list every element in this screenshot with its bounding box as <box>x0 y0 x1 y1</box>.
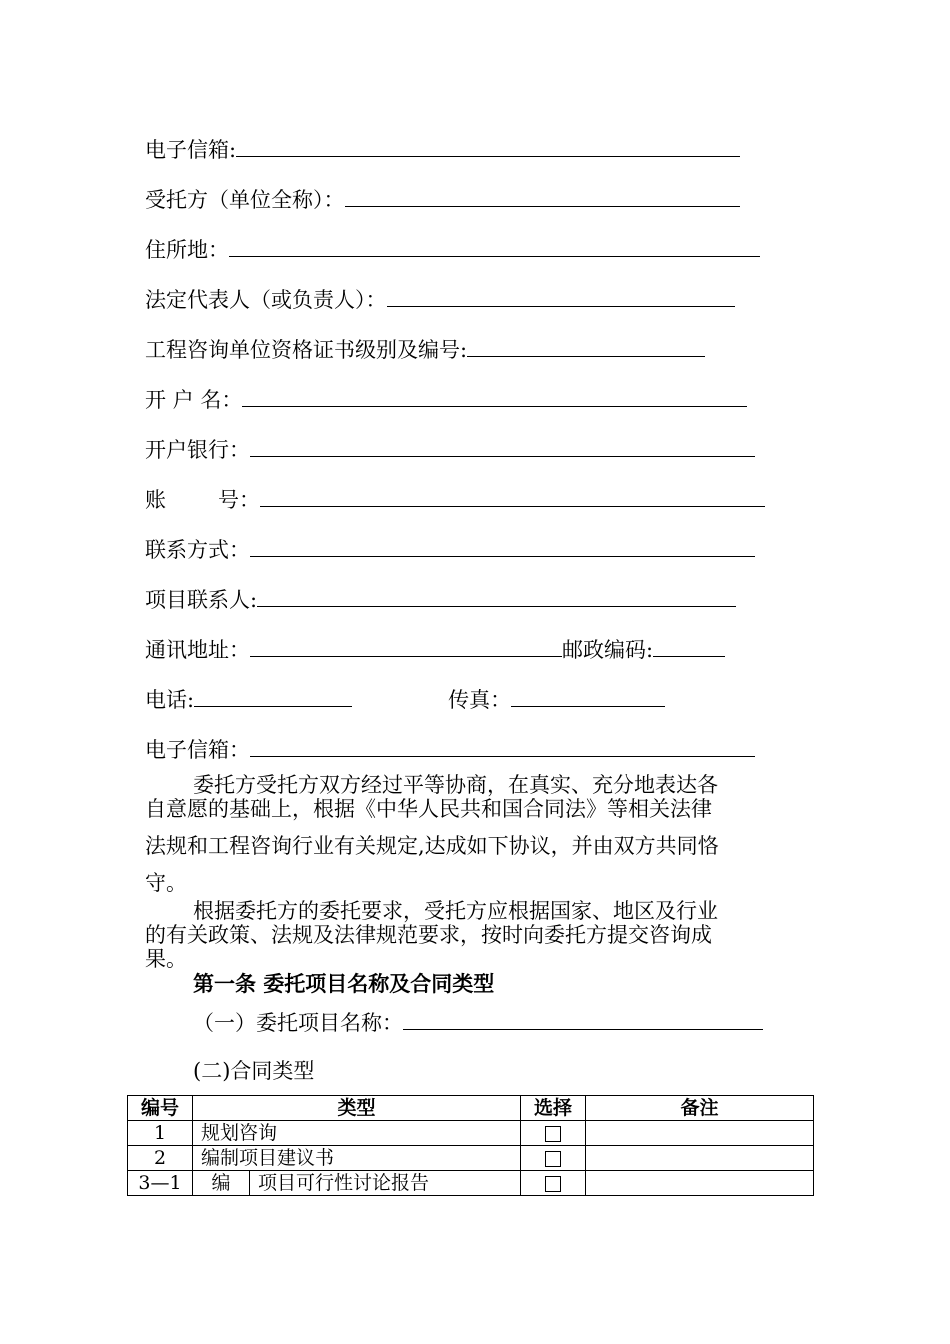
postal-code-blank[interactable] <box>653 636 725 657</box>
row-number: 3—1 <box>128 1171 193 1196</box>
header-number: 编号 <box>128 1096 193 1121</box>
contact-method-label: 联系方式： <box>145 538 250 562</box>
qualification-blank[interactable] <box>467 336 705 357</box>
table-row <box>128 1121 814 1146</box>
trustee-name-blank[interactable] <box>345 186 740 207</box>
p1-line4: 守。 <box>145 871 187 895</box>
address-label: 住所地： <box>145 238 229 262</box>
account-name-blank[interactable] <box>242 386 747 407</box>
checkbox[interactable] <box>545 1176 561 1192</box>
address-blank[interactable] <box>229 236 760 257</box>
requirement-paragraph <box>145 899 807 971</box>
trustee-name-field <box>145 186 740 212</box>
bank-blank[interactable] <box>250 436 755 457</box>
header-remark: 备注 <box>586 1096 814 1121</box>
p1-line1: 委托方受托方双方经过平等协商，在真实、充分地表达各 <box>193 773 718 797</box>
account-label-a: 账 <box>145 488 166 512</box>
email-blank[interactable] <box>236 136 740 157</box>
legal-rep-label: 法定代表人（或负责人）： <box>145 288 387 312</box>
agreement-paragraph <box>145 773 807 895</box>
account-number-blank[interactable] <box>260 486 765 507</box>
contact-method-blank[interactable] <box>250 536 755 557</box>
row-number: 2 <box>128 1146 193 1171</box>
row-remark[interactable] <box>586 1121 814 1146</box>
article1-heading: 第一条 委托项目名称及合同类型 <box>193 971 495 996</box>
phone-label: 电话: <box>145 688 195 712</box>
p1-line3: 法规和工程咨询行业有关规定,达成如下协议，并由双方共同恪 <box>145 834 719 858</box>
bank-field <box>145 436 755 462</box>
row-type: 规划咨询 <box>193 1121 521 1146</box>
mail-address-field <box>145 636 725 662</box>
account-name-field <box>145 386 747 412</box>
project-contact-field <box>145 586 736 612</box>
checkbox[interactable] <box>545 1126 561 1142</box>
row-remark[interactable] <box>586 1171 814 1196</box>
mail-address-label: 通讯地址： <box>145 638 250 662</box>
phone-blank[interactable] <box>194 686 352 707</box>
row-subtype: 项目可行性讨论报告 <box>250 1171 521 1196</box>
table-header-row <box>128 1096 814 1121</box>
row-remark[interactable] <box>586 1146 814 1171</box>
fax-label: 传真： <box>448 688 512 712</box>
contract-type-table <box>127 1095 814 1196</box>
checkbox[interactable] <box>545 1151 561 1167</box>
table-row <box>128 1171 814 1196</box>
trustee-name-label: 受托方（单位全称）： <box>145 188 345 212</box>
header-select: 选择 <box>521 1096 586 1121</box>
row-select <box>521 1121 586 1146</box>
mail-address-blank[interactable] <box>250 636 562 657</box>
legal-rep-blank[interactable] <box>387 286 735 307</box>
project-name-label: （一）委托项目名称： <box>193 1011 403 1035</box>
contact-method-field <box>145 536 755 562</box>
p2-line3: 果。 <box>145 947 187 971</box>
email-field-2 <box>145 736 755 762</box>
row-type: 编制项目建议书 <box>193 1146 521 1171</box>
p2-line1: 根据委托方的委托要求，受托方应根据国家、地区及行业 <box>193 899 718 923</box>
row-type: 编 <box>193 1171 250 1196</box>
row-number: 1 <box>128 1121 193 1146</box>
p2-line2: 的有关政策、法规及法律规范要求，按时向委托方提交咨询成 <box>145 923 712 947</box>
qualification-field <box>145 336 705 362</box>
project-contact-label: 项目联系人: <box>145 588 258 612</box>
contract-type-label: (二)合同类型 <box>193 1059 315 1083</box>
table-row <box>128 1146 814 1171</box>
account-number-field <box>145 486 765 512</box>
qualification-label: 工程咨询单位资格证书级别及编号: <box>145 338 468 362</box>
email-blank-2[interactable] <box>250 736 755 757</box>
email-label: 电子信箱: <box>145 138 237 162</box>
postal-code-label: 邮政编码: <box>562 638 654 662</box>
row-select <box>521 1171 586 1196</box>
legal-rep-field <box>145 286 735 312</box>
address-field <box>145 236 760 262</box>
account-name-label: 开 户 名： <box>145 388 243 412</box>
project-contact-blank[interactable] <box>257 586 736 607</box>
project-name-field <box>193 1009 763 1035</box>
header-type: 类型 <box>193 1096 521 1121</box>
row-select <box>521 1146 586 1171</box>
email-label-2: 电子信箱： <box>145 738 250 762</box>
phone-fax-field <box>145 686 665 712</box>
account-label-b: 号： <box>218 488 260 512</box>
fax-blank[interactable] <box>511 686 665 707</box>
p1-line2: 自意愿的基础上，根据《中华人民共和国合同法》等相关法律 <box>145 797 712 821</box>
project-name-blank[interactable] <box>403 1009 763 1030</box>
email-field-1 <box>145 136 740 162</box>
bank-label: 开户银行： <box>145 438 250 462</box>
